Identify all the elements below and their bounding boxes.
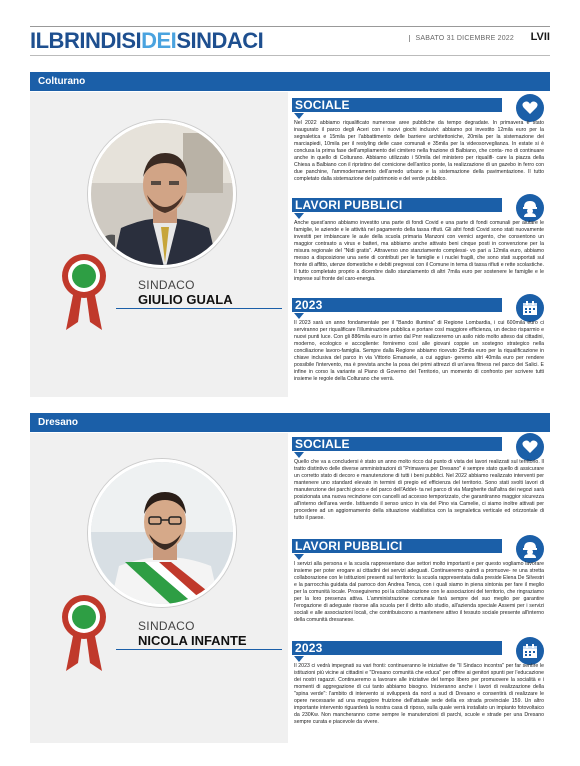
heart-icon (516, 433, 544, 461)
name-underline (116, 649, 282, 650)
mayor-name: NICOLA INFANTE (138, 633, 247, 648)
heading-arrow-icon (294, 554, 304, 560)
block-sociale (292, 437, 550, 533)
mayor-name: GIULIO GUALA (138, 292, 233, 307)
block-text: Il 2023 ci vedrà impegnati su vari fronti: continueranno le iniziative de "Il Sindaco incontra" per far sentire le istituzioni più vicine ai cittadini e "Dresano comunità che educa" per offrire ai genitori spunti per l'educazione dei nostri ragazzi. Continueremo a lavorare alle iniziative del tempo libero per promuovere la socialità e i momenti di aggregazione di cui tanto abbiamo bisogno. Inizieranno anche i lavori di realizzazione della "spina verde": l'ambito di intervento si svilupperà da nord a sud di Dresano e consentirà di realizzare le opere necessarie ad una maggiore fruizione dell'attuale sede della ex strada provinciale 159. Un altro importante intervento riguarderà la nostra casa di riposo, sulla quale verrà installato un impianto fotovoltaico da 230Kw. Non mancheranno come sempre le manutenzioni di parchi, scuole e strade per una Dresano sempre curata e piacevole da vivere. (294, 663, 544, 725)
worker-icon (516, 535, 544, 563)
publication-title (30, 28, 263, 54)
town-panel-dresano (30, 433, 550, 743)
mayor-photo (88, 120, 236, 268)
heading-arrow-icon (294, 113, 304, 119)
block-2023 (292, 298, 550, 394)
title-part-2: DEI (141, 28, 177, 53)
rosette-badge-icon (60, 593, 108, 673)
role-label: SINDACO (138, 278, 195, 292)
heading-arrow-icon (294, 452, 304, 458)
block-heading: SOCIALE (292, 437, 502, 451)
masthead-bottom-rule (30, 55, 550, 56)
masthead-top-rule (30, 26, 550, 27)
mayor-card (30, 92, 288, 397)
calendar-icon (516, 294, 544, 322)
heart-icon (516, 94, 544, 122)
title-part-3: SINDACI (176, 28, 264, 53)
heading-arrow-icon (294, 656, 304, 662)
block-text: Il 2023 sarà un anno fondamentale per il "Bando illumina" di Regione Lombardia, i cui 600mila euro ci serviranno per riqualificare l'illuminazione pubblica e portare così maggiore efficienza, un deciso risparmio e nuovi punti luce. Con gli 886mila euro in arrivo dal Pnrr realizzeremo un asilo nido molto atteso dai cittadini, moderno, ecologico e accogliente: forniremo così alle giovani coppie un sostegno strategico nella conciliazione lavoro-famiglia. Sempre dalla Regione abbiamo ricevuto 25mila euro per la riqualificazione in chiave inclusiva del parco in via Vittorio Emanuele, a cui aggiun- geremo altri 40mila euro per rendere possibile l'intervento, ma è prevista anche la posa dei primi attrezzi di un'area fitness nel parco dei Salici. E infine in corso la variante al Piano di Governo del Territorio, un momento di confronto per scrivere tutti insieme le regole della Colturano che verrà. (294, 320, 544, 382)
mayor-photo (88, 459, 236, 607)
block-2023 (292, 641, 550, 741)
block-heading: 2023 (292, 298, 502, 312)
block-text: Anche quest'anno abbiamo investito una parte di fondi Covid e una parte di fondi comunali per aiutare le famiglie, le aziende e le attività nel pagamento della tassa rifiuti. Gli altri fondi Covid sono stati nuovamente investiti per imbiancare le aule della scuola primaria Manzoni con vernici argento, che consentono un maggior contrasto a virus e batteri, ma abbiamo anche attivato beni cinque posti in convenzione per la misura regionale del "Nidi gratis". Attraverso uno stanziamento complessi- vo pari a 12mila euro, abbiamo messo a disposizione una serie di contributi per le famiglie e i nuclei fragili, che sono stati supportati sul fronte di affitto, utenze domestiche e debiti pregressi con il Comune in tema di tassa rifiuti e rette scolastiche. Il tutto completato proprio a dicembre dallo stanziamento di altri 7mila euro per sostenere le famiglie e le imprese sul fronte del caro-energia. (294, 220, 544, 282)
issue-date: SABATO 31 DICEMBRE 2022 (409, 35, 515, 42)
block-lavori-pubblici (292, 198, 550, 292)
town-panel-colturano (30, 92, 550, 397)
block-heading: 2023 (292, 641, 502, 655)
content-column (292, 92, 550, 397)
section-header-colturano: Colturano (30, 72, 550, 91)
block-text: Nel 2022 abbiamo riqualificato numerose aree pubbliche da tempo degradate. In primavera è stato inaugurato il parco degli Aceri con i nuovi giochi inclusivi: abbiamo poi investito 12mila euro per la segnaletica e 15mila per l'abbattimento delle barriere architettoniche, 20mila per la sistemazione dei marciapiedi, 10mila per il restyling delle case comunali e 35mila per la videosorveglianza. In estate si è conclusa la prima fase dell'ampliamento del cimitero nella frazione di Balbiano, che conta- mo di continuare anche in quello di Colturano. Abbiamo utilizzato i 50mila del ministero per riqualifi- care la piazza della Chiesa a Balbiano con il ripristino del cornicione dell'antico ponte, la realizzazione di un gazebo in ferro con due panchine, l'ammodernamento dell'arredo urbano e la sistemazione della pavimentazione. Il tutto completato dalla sistemazione del patrimonio e del verde pubblico. (294, 120, 544, 182)
heading-arrow-icon (294, 213, 304, 219)
block-lavori-pubblici (292, 539, 550, 635)
rosette-badge-icon (60, 252, 108, 332)
block-heading: SOCIALE (292, 98, 502, 112)
block-heading: LAVORI PUBBLICI (292, 539, 502, 553)
calendar-icon (516, 637, 544, 665)
heading-arrow-icon (294, 313, 304, 319)
worker-icon (516, 194, 544, 222)
page-number: LVII (530, 31, 550, 43)
content-column (292, 433, 550, 743)
mayor-card (30, 433, 288, 743)
block-text: I servizi alla persona e la scuola rappresentano due settori molto importanti e per questo vogliamo lavorare insieme per poter erogare ai cittadini dei servizi adeguati. Continueremo quindi a promuove- re una stretta collaborazione con le istituzioni presenti sul territorio: la scuola rappresentata dalla preside Elena De Silvestri e la parrocchia guidata dal parroco don Andrea Tenca, con i quali siamo in piena sintonia per fare il meglio per la comunità locale. Proseguiremo poi la collaborazione con le associazioni del territorio, che ringraziamo per la loro presenza attiva. L'amministrazione comunale farà sempre del suo meglio per garantire l'erogazione di adeguate risorse alla scuola per il diritto allo studio, all'azienda speciale Assemi per i servizi sociali e alle associazioni locali, che contribuiscono a mantenere attivo il tessuto sociale presente all'interno della comunità dresanese. (294, 561, 544, 623)
section-header-dresano: Dresano (30, 413, 550, 432)
title-part-1: ILBRINDISI (30, 28, 142, 53)
block-text: Quello che va a concludersi è stato un anno molto ricco dal punto di vista dei lavori realizzati sul territorio. Il tratto distintivo delle diverse amministrazioni di "Primavera per Dresano" è sempre stato quello di assicurare un corretto stato di decoro e manutenzione di tutti i beni pubblici. Nel 2022 abbiamo realizzato interventi per mantenere uno standard elevato in termini di pregio ed efficienza del territorio. Sono stati svolti lavori di manutenzione dei parchi gioco e del parco dell'Addet- ta nel parco di via Margherite dall'altra dei negozi sarà posizionata una nuova recinzione con cancelli ad accesso temporizzato, che garantiranno maggior sicurezza all'interno dell'area verde. Istituendo il senso unico in via del Pino via Camelie, ci siamo inoltre attivati per procedere ad un aggiornamento della situazione viabilistica con la segnaletica verticale ed orizzontale di tutto il paese. (294, 459, 544, 521)
role-label: SINDACO (138, 619, 195, 633)
name-underline (116, 308, 282, 309)
masthead (30, 26, 550, 56)
block-heading: LAVORI PUBBLICI (292, 198, 502, 212)
block-sociale (292, 98, 550, 194)
